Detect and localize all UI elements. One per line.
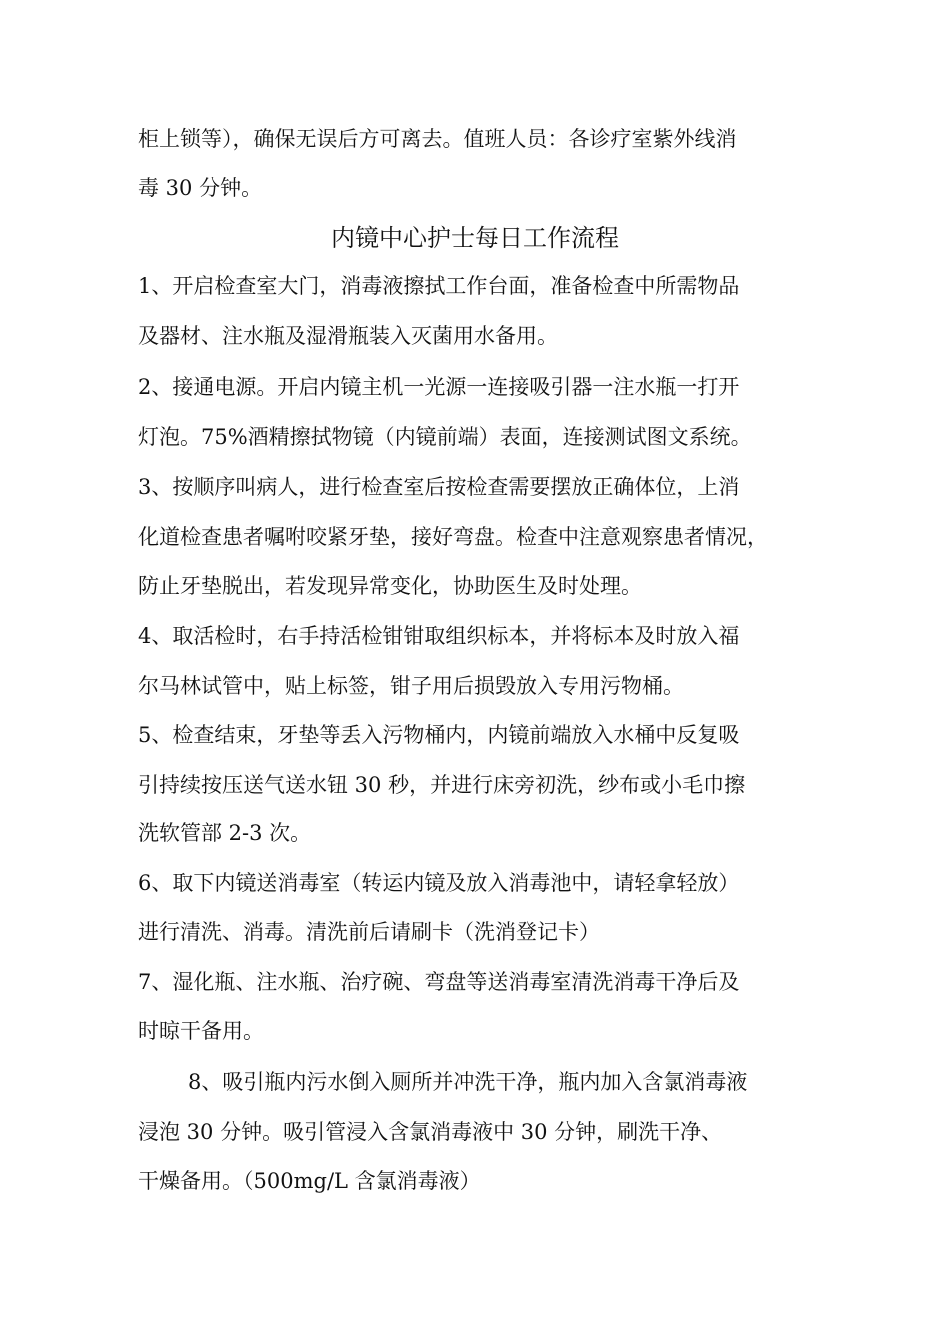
step-3-line: 防止牙垫脱出，若发现异常变化，协助医生及时处理。 — [138, 574, 642, 598]
step-6-line: 6、取下内镜送消毒室（转运内镜及放入消毒池中，请轻拿轻放） — [138, 871, 740, 895]
step-3-line: 3、按顺序叫病人，进行检查室后按检查需要摆放正确体位，上消 — [138, 475, 740, 499]
intro-line: 毒 30 分钟。 — [138, 176, 263, 200]
document-title: 内镜中心护士每日工作流程 — [331, 224, 619, 252]
step-7-line: 时晾干备用。 — [138, 1019, 264, 1043]
step-5-line: 引持续按压送气送水钮 30 秒，并进行床旁初洗，纱布或小毛巾擦 — [138, 773, 746, 797]
step-5-line: 洗软管部 2-3 次。 — [138, 821, 312, 845]
step-5-line: 5、检查结束，牙垫等丢入污物桶内，内镜前端放入水桶中反复吸 — [138, 723, 740, 747]
step-1-line: 及器材、注水瓶及湿滑瓶装入灭菌用水备用。 — [138, 324, 558, 348]
step-4-line: 4、取活检时，右手持活检钳钳取组织标本，并将标本及时放入福 — [138, 624, 740, 648]
step-8-line: 8、吸引瓶内污水倒入厕所并冲洗干净，瓶内加入含氯消毒液 — [188, 1070, 748, 1094]
step-2-line: 2、接通电源。开启内镜主机一光源一连接吸引器一注水瓶一打开 — [138, 375, 740, 399]
step-1-line: 1、开启检查室大门，消毒液擦拭工作台面，准备检查中所需物品 — [138, 274, 740, 298]
step-8-line: 浸泡 30 分钟。吸引管浸入含氯消毒液中 30 分钟，刷洗干净、 — [138, 1120, 723, 1144]
step-6-line: 进行清洗、消毒。清洗前后请刷卡（洗消登记卡） — [138, 920, 600, 944]
step-3-line: 化道检查患者嘱咐咬紧牙垫，接好弯盘。检查中注意观察患者情况， — [138, 525, 768, 549]
step-8-line: 干燥备用。（500mg/L 含氯消毒液） — [138, 1169, 481, 1193]
step-2-line: 灯泡。75%酒精擦拭物镜（内镜前端）表面，连接测试图文系统。 — [138, 425, 752, 449]
step-7-line: 7、湿化瓶、注水瓶、治疗碗、弯盘等送消毒室清洗消毒干净后及 — [138, 970, 740, 994]
step-4-line: 尔马林试管中，贴上标签，钳子用后损毁放入专用污物桶。 — [138, 674, 684, 698]
intro-line: 柜上锁等），确保无误后方可离去。值班人员：各诊疗室紫外线消 — [138, 127, 737, 151]
